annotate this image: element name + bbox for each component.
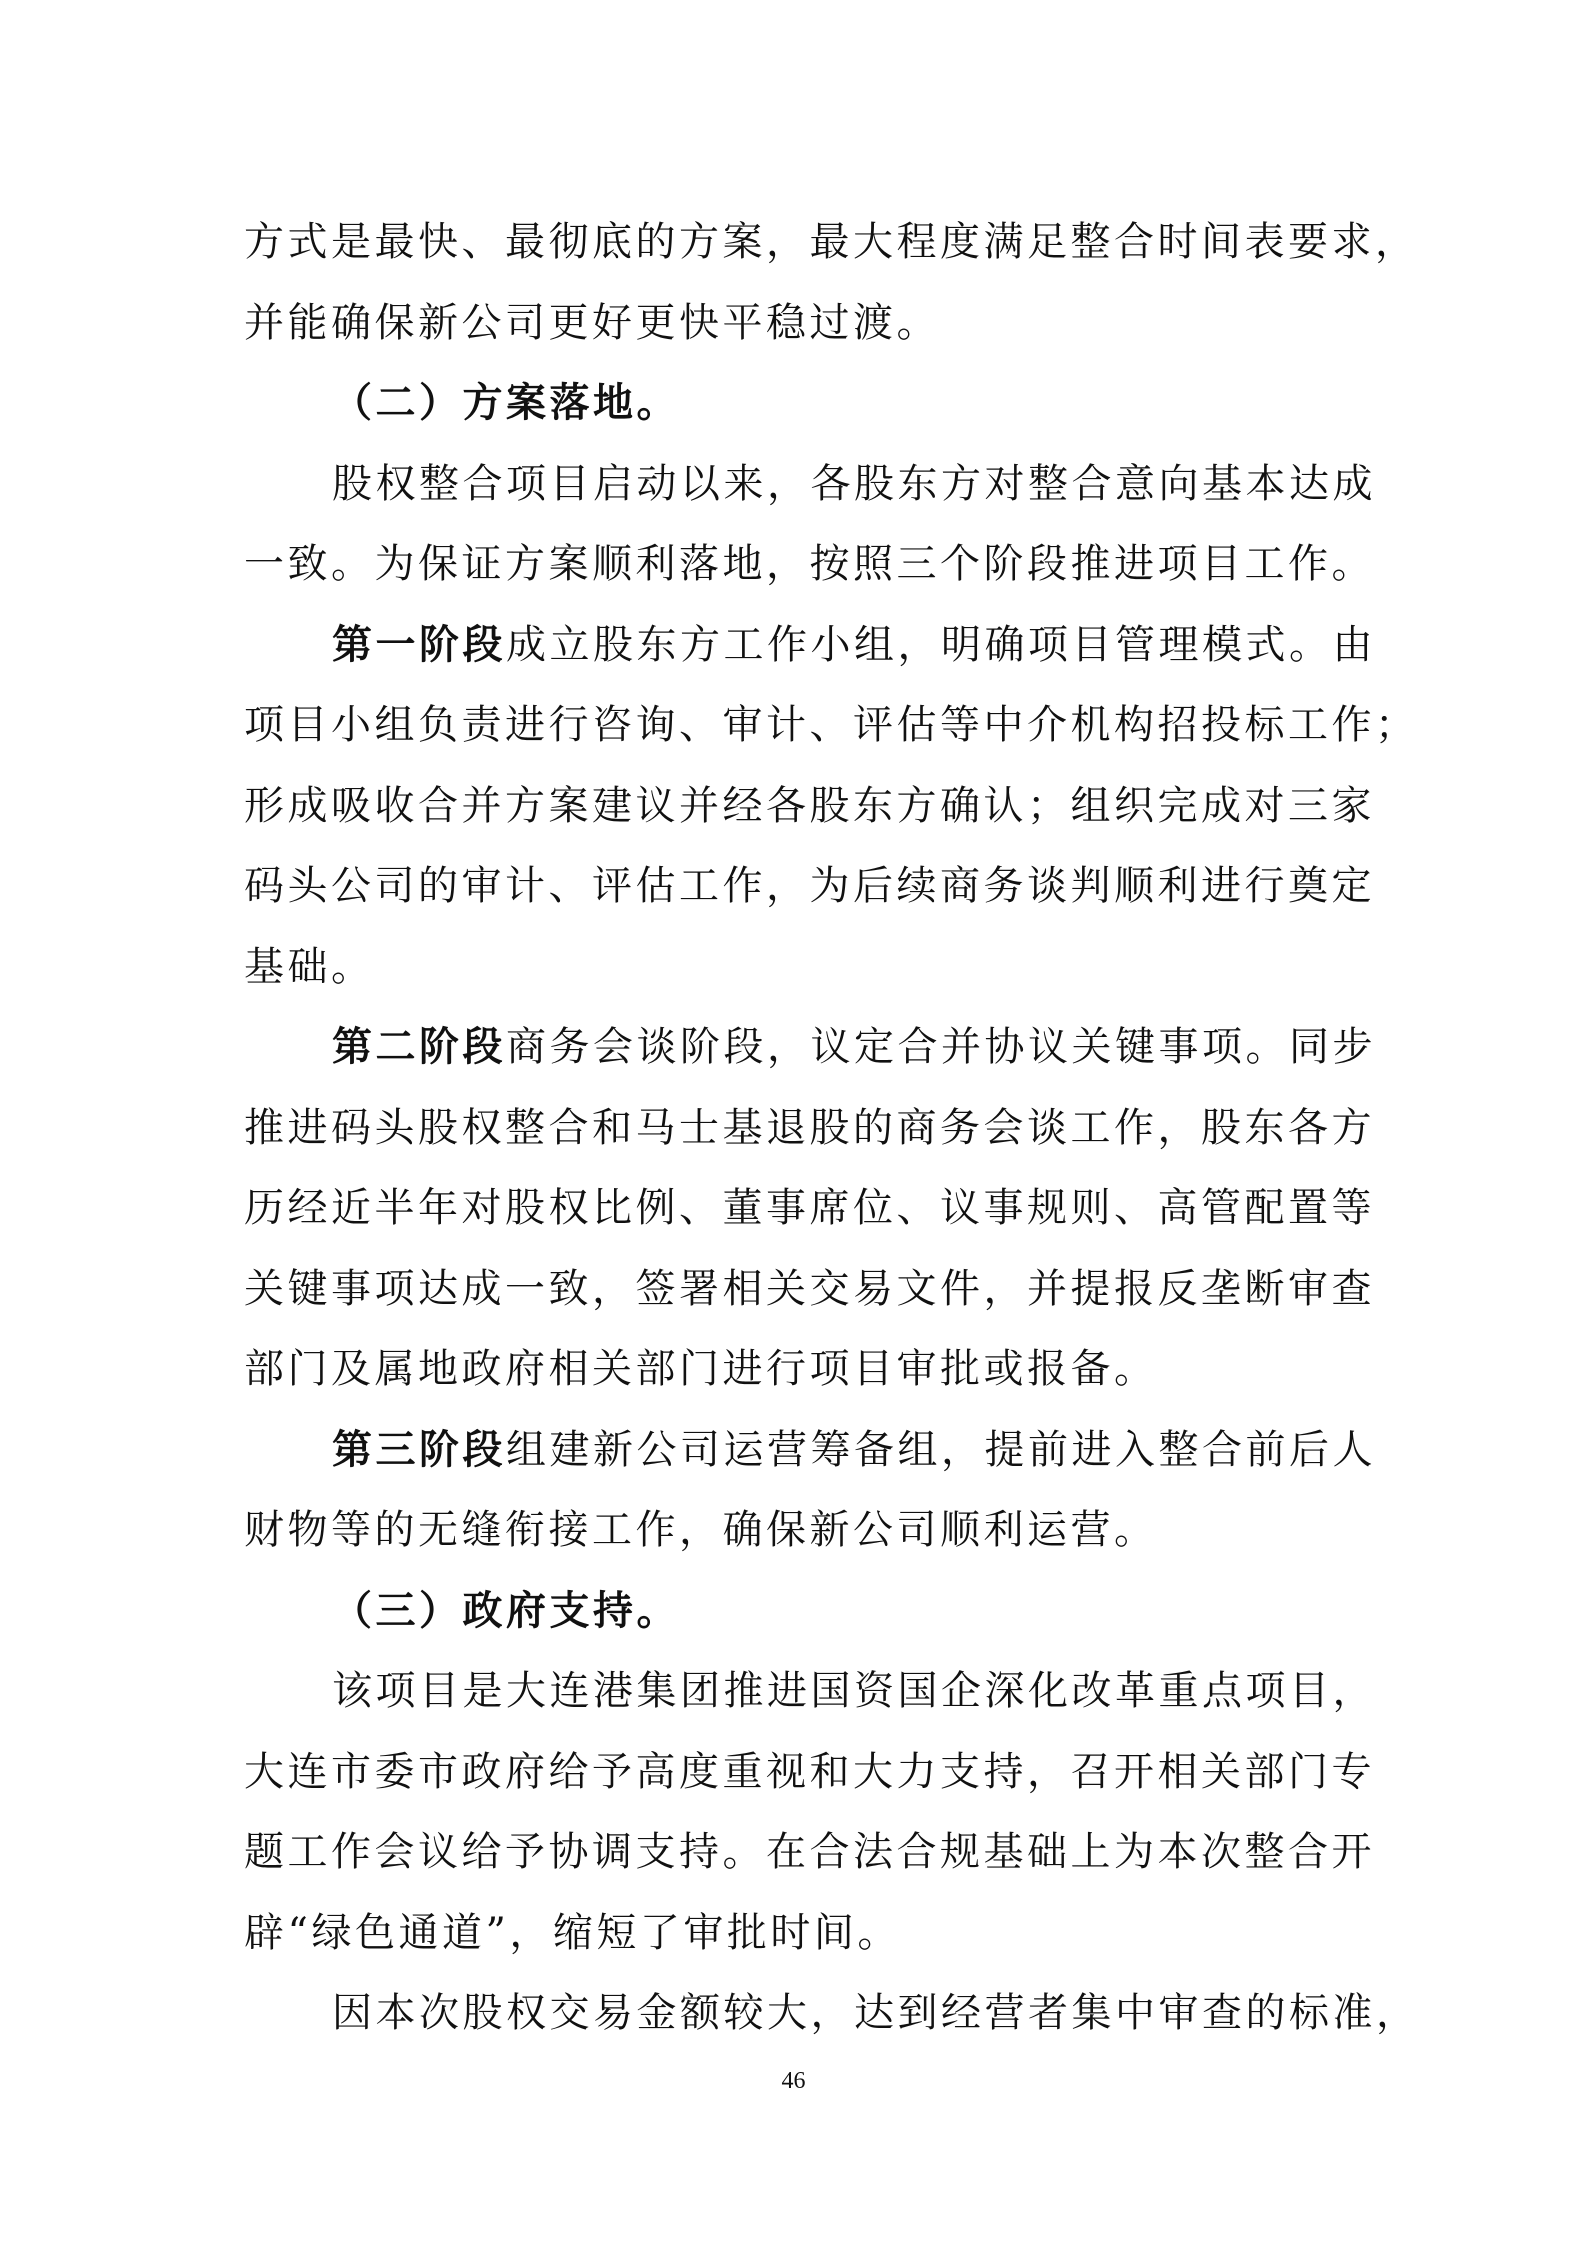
stage-two-text: 商务会谈阶段，议定合并协议关键事项。同步 [506, 1024, 1376, 1070]
section-heading-government-support: （三）政府支持。 [332, 1586, 680, 1634]
text-line: 一致。为保证方案顺利落地，按照三个阶段推进项目工作。 [244, 541, 1375, 587]
text-line: 码头公司的审计、评估工作，为后续商务谈判顺利进行奠定 [244, 863, 1375, 909]
text-line: 辟“绿色通道”，缩短了审批时间。 [244, 1909, 901, 1956]
text-line: 财物等的无缝衔接工作，确保新公司顺利运营。 [244, 1507, 1158, 1553]
text-line: 股权整合项目启动以来，各股东方对整合意向基本达成 [332, 460, 1376, 507]
stage-three-text: 组建新公司运营筹备组，提前进入整合前后人 [506, 1426, 1376, 1473]
text-line: 题工作会议给予协调支持。在合法合规基础上为本次整合开 [244, 1829, 1375, 1875]
text-line: 该项目是大连港集团推进国资国企深化改革重点项目， [332, 1668, 1376, 1714]
text-line: 历经近半年对股权比例、董事席位、议事规则、高管配置等 [244, 1185, 1375, 1231]
document-body [244, 212, 1420, 2064]
stage-one-line [244, 615, 1376, 696]
text-line: 关键事项达成一致，签署相关交易文件，并提报反垄断审查 [244, 1265, 1375, 1312]
text-line: 因本次股权交易金额较大，达到经营者集中审查的标准， [332, 1990, 1420, 2036]
text-line: 项目小组负责进行咨询、审计、评估等中介机构招投标工作； [244, 702, 1419, 748]
text-line: 并能确保新公司更好更快平稳过渡。 [244, 299, 940, 346]
stage-two-line [244, 1017, 1376, 1098]
text-line: 部门及属地政府相关部门进行项目审批或报备。 [244, 1346, 1158, 1392]
text-line: 方式是最快、最彻底的方案，最大程度满足整合时间表要求， [244, 219, 1419, 265]
stage-two-label: 第二阶段 [332, 1023, 506, 1070]
text-line: 基础。 [244, 943, 375, 990]
text-line: 形成吸收合并方案建议并经各股东方确认；组织完成对三家 [244, 782, 1375, 829]
text-line: 推进码头股权整合和马士基退股的商务会谈工作，股东各方 [244, 1104, 1375, 1151]
stage-three-label: 第三阶段 [332, 1425, 506, 1473]
stage-one-label: 第一阶段 [332, 620, 506, 668]
text-line: 大连市委市政府给予高度重视和大力支持，召开相关部门专 [244, 1748, 1375, 1795]
stage-one-text: 成立股东方工作小组，明确项目管理模式。由 [506, 621, 1376, 668]
section-heading-plan-implementation: （二）方案落地。 [332, 379, 680, 426]
page-number: 46 [781, 2068, 806, 2094]
stage-three-line [244, 1420, 1376, 1501]
